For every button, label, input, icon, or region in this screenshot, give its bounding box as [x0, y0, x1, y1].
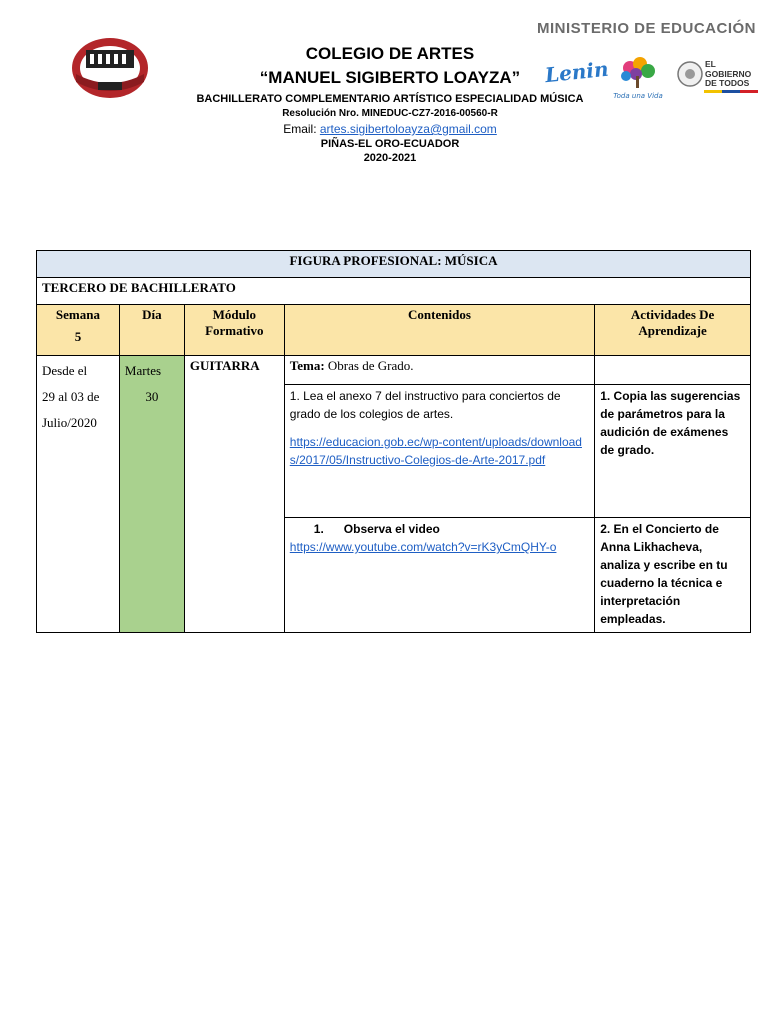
tree-caption: Toda una Vida	[613, 92, 663, 100]
curso-cell: TERCERO DE BACHILLERATO	[37, 278, 751, 305]
activity-1-cell: 1. Copia las sugerencias de parámetros para la audición de exámenes de grado.	[595, 385, 751, 518]
dia-line-2: 30	[145, 389, 159, 404]
email-line	[160, 121, 620, 137]
school-person: “MANUEL SIGIBERTO LOAYZA”	[259, 68, 521, 87]
email-label: Email:	[283, 122, 317, 136]
header-semana-label: Semana	[55, 307, 100, 322]
content-1-text: 1. Lea el anexo 7 del instructivo para conciertos de grado de los colegios de artes.	[289, 389, 561, 421]
school-name: COLEGIO DE ARTES	[305, 44, 475, 63]
youtube-link[interactable]: https://www.youtube.com/watch?v=rK3yCmQHY-o	[289, 540, 557, 554]
content-2-text: 1. Observa el video	[313, 522, 440, 536]
semana-line-1: Desde el	[42, 363, 88, 378]
header-contenidos: Contenidos	[284, 305, 594, 356]
modulo-cell: GUITARRA	[184, 356, 284, 633]
content-1-cell	[284, 385, 594, 518]
gob-line-3: DE TODOS	[705, 78, 750, 88]
gob-line-1: EL	[705, 59, 716, 69]
school-logo-icon	[68, 30, 152, 106]
instructivo-link[interactable]: https://educacion.gob.ec/wp-content/uploads/downloads/2017/05/Instructivo-Colegios-de-Arte-2017.pdf	[289, 435, 582, 467]
figura-cell: FIGURA PROFESIONAL: MÚSICA	[37, 251, 751, 278]
school-year: 2020-2021	[363, 152, 417, 164]
figura-row	[37, 251, 751, 278]
toda-una-vida-tree-icon	[612, 54, 664, 100]
header-modulo: Módulo Formativo	[184, 305, 284, 356]
tema-value: Obras de Grado.	[324, 358, 414, 373]
schedule-table	[36, 250, 751, 633]
content-2-cell	[284, 518, 594, 633]
lenin-logo: Lenin	[543, 56, 610, 88]
email-link[interactable]: artes.sigibertoloayza@gmail.com	[319, 122, 497, 136]
tema-label: Tema:	[289, 358, 325, 373]
header-row	[37, 305, 751, 356]
header-actividades: Actividades De Aprendizaje	[595, 305, 751, 356]
semana-line-3: Julio/2020	[42, 415, 97, 430]
ministerio-title: MINISTERIO DE EDUCACIÓN	[536, 20, 756, 37]
curso-row	[37, 278, 751, 305]
dia-line-1: Martes	[124, 363, 162, 378]
header-semana-number: 5	[74, 329, 82, 344]
header-semana	[37, 305, 120, 356]
gobierno-text	[705, 60, 751, 89]
semana-line-2: 29 al 03 de	[42, 389, 100, 404]
tema-activity-cell	[595, 356, 751, 385]
program-title: BACHILLERATO COMPLEMENTARIO ARTÍSTICO ESPECIALIDAD MÚSICA	[196, 93, 584, 105]
location: PIÑAS-EL ORO-ECUADOR	[320, 138, 460, 150]
resolution: Resolución Nro. MINEDUC-CZ7-2016-00560-R	[282, 108, 498, 119]
tema-cell	[284, 356, 594, 385]
header-dia: Día	[119, 305, 184, 356]
table-row	[37, 356, 751, 385]
dia-cell	[119, 356, 184, 633]
semana-cell	[37, 356, 120, 633]
gob-line-2: GOBIERNO	[705, 68, 752, 79]
activity-2-cell: 2. En el Concierto de Anna Likhacheva, analiza y escribe en tu cuaderno la técnica e interpretación empleadas.	[595, 518, 751, 633]
